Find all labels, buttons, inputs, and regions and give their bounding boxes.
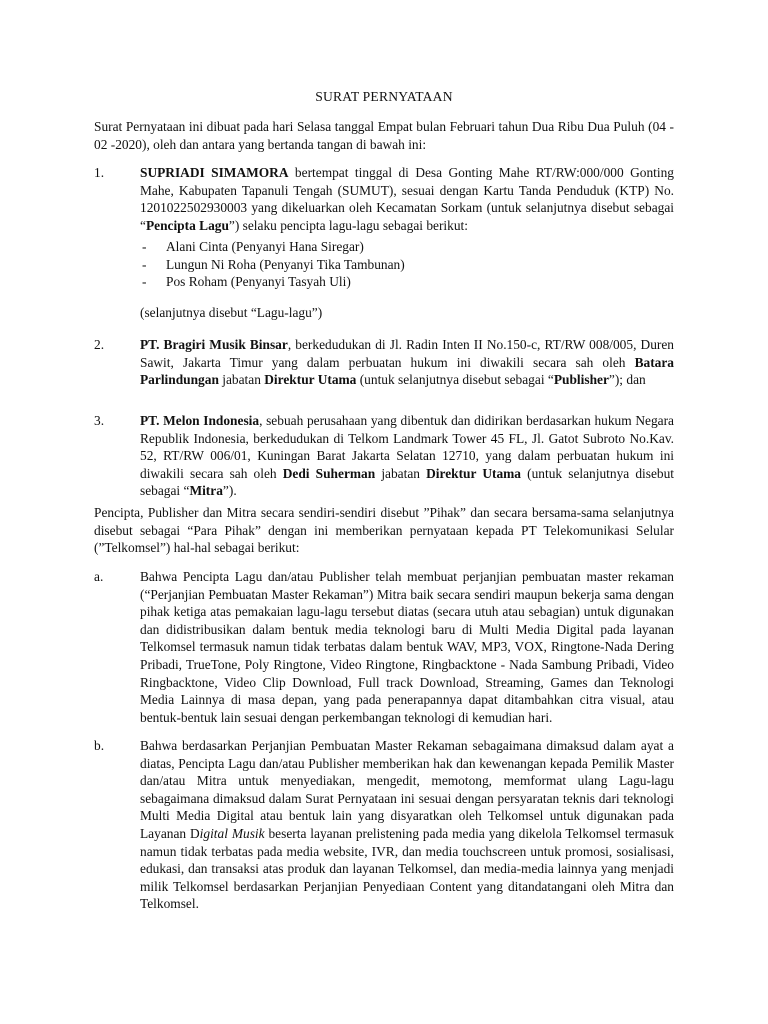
party-1-term: Pencipta Lagu	[145, 217, 229, 233]
party-3-number: 3.	[94, 413, 105, 428]
party-2-text: (untuk selanjutnya disebut sebagai “	[356, 372, 554, 388]
party-2-representative: Batara Parlindungan	[140, 354, 674, 388]
songs-alias: (selanjutnya disebut “Lagu-lagu”)	[140, 305, 323, 320]
point-b-paragraph	[140, 737, 674, 913]
point-a-paragraph: Bahwa Pencipta Lagu dan/atau Publisher telah membuat perjanjian pembuatan master rekaman (“Perjanjian Pembuatan Master Rekaman”) Mitra baik secara sendiri maupun bekerja sama dengan pihak ketiga atas pemakaian lagu-lagu tersebut diatas (secara utuh atau sebagian) untuk digunakan dan didistribusikan dalam bentuk media teknologi baru di Multi Media Digital pada layanan Telkomsel termasuk namun tidak terbatas dalam bentuk WAV, MP3, VOX, Ringtone-Nada Dering Pribadi, TrueTone, Poly Ringtone, Video Ringtone, Ringbacktone - Nada Sambung Pribadi, Video Ringbacktone, Video Clip Download, Full track Download, Streaming, Games dan Teknologi Media Lainnya di masa depan, yang pada penerapannya dapat ditambahkan citra visual, atau bentuk-bentuk lain sesuai dengan perkembangan teknologi di kemudian hari.	[140, 569, 674, 725]
song-dash: -	[142, 239, 147, 254]
party-2-text: , berkedudukan di Jl. Radin Inten II No.150-c, RT/RW 008/005, Duren Sawit, Jakarta Timur yang dalam perbuatan hukum ini diwakili secara sah oleh	[140, 337, 674, 370]
song-item: Lungun Ni Roha (Penyanyi Tika Tambunan)	[166, 257, 405, 272]
party-2-term: Publisher	[553, 372, 609, 388]
intro-paragraph: Surat Pernyataan ini dibuat pada hari Selasa tanggal Empat bulan Februari tahun Dua Ribu Dua Puluh (04 - 02 -2020), oleh dan antara yang bertanda tangan di bawah ini:	[94, 119, 674, 152]
document-title: SURAT PERNYATAAN	[315, 89, 453, 104]
song-item: Alani Cinta (Penyanyi Hana Siregar)	[166, 239, 364, 254]
point-b-text-end: beserta layanan prelistening pada media yang dikelola Telkomsel termasuk namun tidak terbatas pada media website, IVR, dan media touchscreen untuk promosi, sosialisasi, edukasi, dan transaksi atas produk dan layanan Telkomsel, dan media-media lainnya yang menjadi milik Telkomsel berdasarkan Perjanjian Penyediaan Content yang ditandatangani oleh Mitra dan Telkomsel.	[140, 825, 674, 912]
song-dash: -	[142, 274, 147, 289]
party-3-representative: Dedi Suherman	[282, 465, 376, 481]
point-b-letter: b.	[94, 738, 105, 753]
party-1-text-end: ”) selaku pencipta lagu-lagu sebagai berikut:	[228, 217, 468, 233]
point-b-italic: igital Musik	[199, 825, 265, 841]
party-2-text: jabatan	[218, 372, 265, 388]
party-1-paragraph	[140, 164, 674, 234]
party-3-term: Mitra	[189, 483, 223, 499]
party-3-position: Direktur Utama	[426, 465, 522, 481]
party-2-name: PT. Bragiri Musik Binsar	[140, 337, 288, 352]
statement-paragraph: Pencipta, Publisher dan Mitra secara sendiri-sendiri disebut ”Pihak” dan secara bersama-sama selanjutnya disebut sebagai “Para Pihak” dengan ini memberikan pernyataan kepada PT Telekomunikasi Selular (”Telkomsel”) hal-hal sebagai berikut:	[94, 505, 674, 556]
party-3-paragraph	[140, 412, 674, 500]
party-2-number: 2.	[94, 337, 105, 352]
point-a-letter: a.	[94, 569, 104, 584]
party-2-paragraph	[140, 336, 674, 389]
party-3-text-end: ”).	[222, 483, 237, 499]
party-3-name: PT. Melon Indonesia	[140, 413, 260, 428]
party-3-text: jabatan	[375, 465, 427, 481]
song-item: Pos Roham (Penyanyi Tasyah Uli)	[166, 274, 351, 289]
point-b-text: Bahwa berdasarkan Perjanjian Pembuatan Master Rekaman sebagaimana dimaksud dalam ayat a diatas, Pencipta Lagu dan/atau Publisher memberikan hak dan kewenangan kepada Pemilik Master dan/atau Mitra untuk menyediakan, mengedit, memotong, memformat ulang Lagu-lagu sebagaimana dimaksud dalam Surat Pernyataan ini sesuai dengan persyaratan teknis dari teknologi Multi Media Digital atau bentuk lain yang disyaratkan oleh Telkomsel untuk digunakan pada Layanan D	[140, 738, 674, 841]
party-1-number: 1.	[94, 165, 105, 180]
party-2-position: Direktur Utama	[264, 372, 357, 388]
party-3-text: (untuk selanjutnya disebut sebagai “	[140, 465, 675, 499]
party-1-text: bertempat tinggal di Desa Gonting Mahe RT/RW:000/000 Gonting Mahe, Kabupaten Tapanuli Tengah (SUMUT), sesuai dengan Kartu Tanda Penduduk (KTP) No. 1201022502930003 yang dikeluarkan oleh Kecamatan Sorkam (untuk selanjutnya disebut sebagai “	[140, 165, 674, 233]
party-1-name: SUPRIADI SIMAMORA	[140, 165, 289, 180]
party-3-text: , sebuah perusahaan yang dibentuk dan didirikan berdasarkan hukum Negara Republik Indonesia, berkedudukan di Telkom Landmark Tower 45 FL, Jl. Gatot Subroto No.Kav. 52, RT/RW 006/01, Kuningan Barat Jakarta Selatan 12710, yang dalam perbuatan hukum ini diwakili secara sah oleh	[140, 413, 674, 481]
party-2-text-end: ”); dan	[608, 372, 646, 388]
song-dash: -	[142, 257, 147, 272]
